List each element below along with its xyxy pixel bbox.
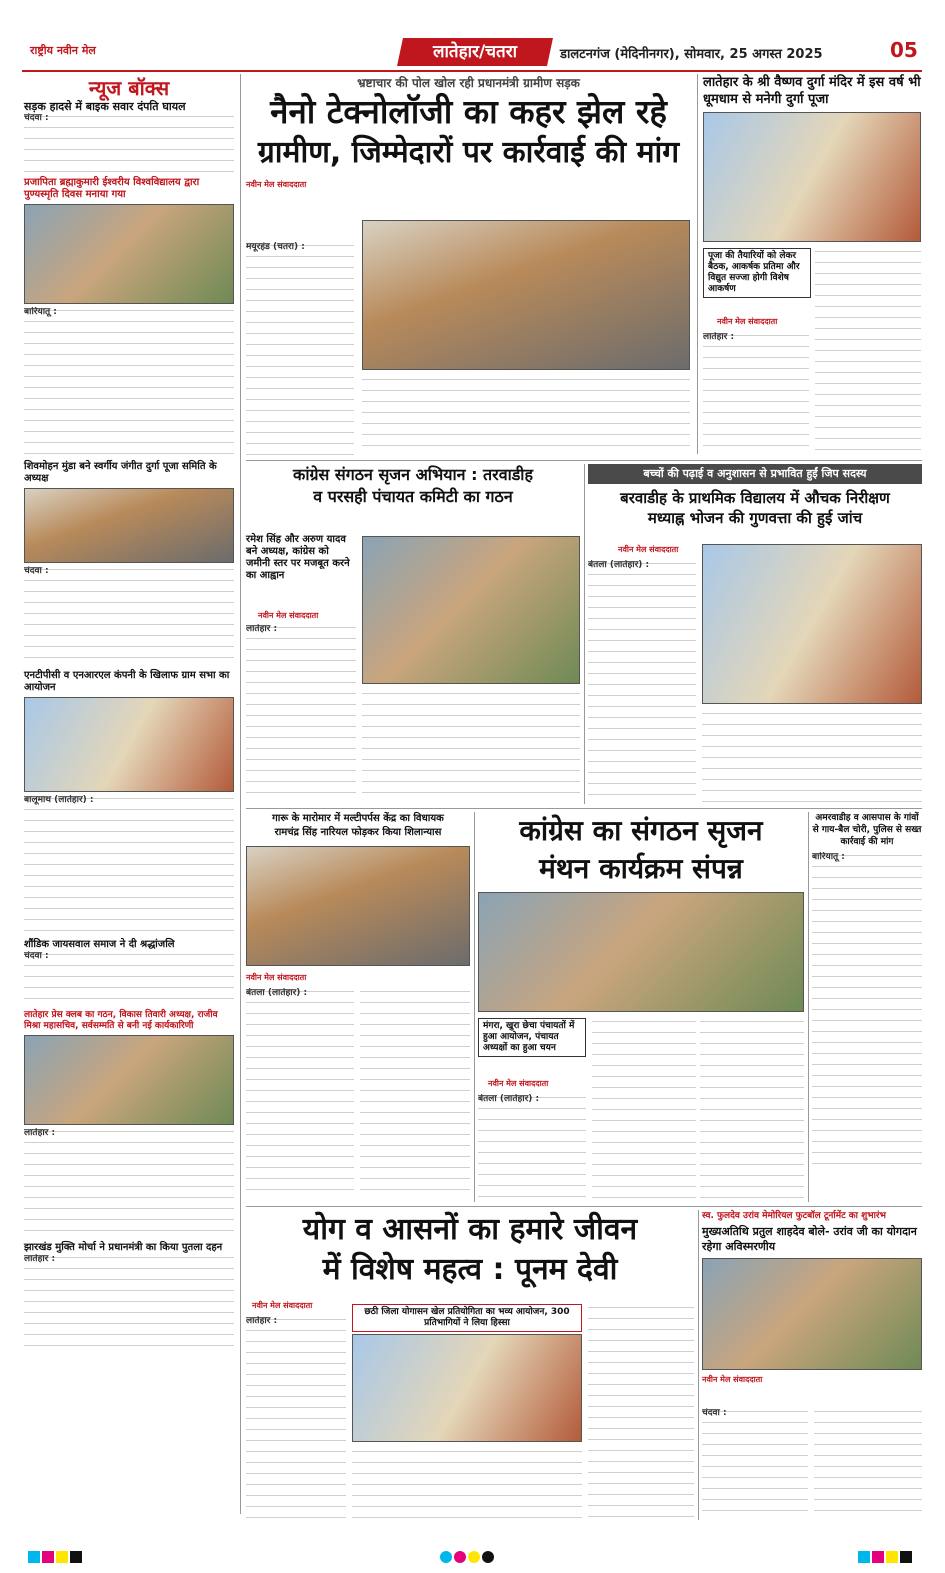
- school-body-col2: [702, 710, 922, 802]
- yoga-byline: नवीन मेल संवाददाता: [252, 1301, 313, 1310]
- football-body-col2: [814, 1408, 922, 1518]
- news-item-photo: [24, 488, 234, 563]
- yoga-body-col3: [588, 1304, 694, 1518]
- durga-meeting-photo: [703, 112, 921, 242]
- lead-byline: नवीन मेल संवाददाता: [246, 180, 307, 189]
- column-divider: [474, 812, 475, 1202]
- news-item-headline: झारखंड मुक्ति मोर्चा ने प्रधानमंत्री का किया पुतला दहन: [24, 1242, 223, 1253]
- column-divider: [808, 812, 809, 1202]
- color-registration-marks-center: [440, 1548, 496, 1567]
- yoga-body-col1: लातेहार :: [246, 1316, 346, 1518]
- manthan-body-col1: बेतला (लातेहार) :: [478, 1094, 586, 1200]
- lead-body-col2: [362, 376, 690, 456]
- news-item-photo: [24, 204, 234, 304]
- section-divider: [246, 1206, 922, 1207]
- section-divider: [246, 460, 922, 461]
- congress-byline: नवीन मेल संवाददाता: [258, 611, 319, 620]
- garu-byline: नवीन मेल संवाददाता: [246, 973, 307, 982]
- newspaper-brand: राष्ट्रीय नवीन मेल: [30, 44, 96, 57]
- column-divider: [584, 464, 585, 804]
- garu-headline-line1: गारू के मारोमार में मल्टीपर्पस केंद्र का विधायक: [272, 813, 444, 824]
- news-item-body: लातेहार :: [24, 1128, 234, 1238]
- manthan-body-col3: [700, 1018, 804, 1200]
- yoga-body-col2: [352, 1448, 582, 1518]
- yoga-headline-line1: योग व आसनों का हमारे जीवन: [302, 1212, 638, 1247]
- garu-body-col1: बेतला (लातेहार) :: [246, 988, 354, 1200]
- section-tab: लातेहार/चतरा: [397, 38, 553, 66]
- manthan-byline: नवीन मेल संवाददाता: [488, 1079, 549, 1088]
- column-divider: [698, 1210, 699, 1520]
- manthan-caption: मंगरा, खुरा छेचा पंचायतों में हुआ आयोजन, पंचायत अध्यक्षों का हुआ चयन: [478, 1018, 586, 1057]
- news-item-body: चंदवा :: [24, 113, 234, 173]
- theft-story: [812, 812, 922, 1202]
- congress-story: [246, 464, 580, 804]
- manthan-body-col2: [592, 1018, 696, 1200]
- manthan-headline-line2: मंथन कार्यक्रम संपन्न: [539, 852, 743, 885]
- garu-story: [246, 812, 470, 1202]
- news-item-body: बारियातू :: [24, 307, 234, 457]
- school-kicker: बच्चों की पढ़ाई व अनुशासन से प्रभावित हुईं जिप सदस्य: [588, 464, 922, 484]
- theft-body: बारियातू :: [812, 852, 922, 1172]
- football-story: [702, 1210, 922, 1520]
- yoga-headline-line2: में विशेष महत्व : पूनम देवी: [322, 1252, 618, 1287]
- football-body-col1: चंदवा :: [702, 1408, 808, 1518]
- school-headline-line2: मध्याह्न भोजन की गुणवत्ता की हुई जांच: [647, 509, 863, 527]
- durga-body-col1: लातेहार :: [703, 332, 809, 456]
- news-item-headline: लातेहार प्रेस क्लब का गठन, विकास तिवारी अध्यक्ष, राजीव मिश्रा महासचिव, सर्वसम्मति से बनी नई कार्यकारिणी: [24, 1010, 218, 1031]
- school-classroom-photo: [702, 544, 922, 704]
- section-divider: [246, 808, 922, 809]
- yoga-participants-photo: [352, 1334, 582, 1442]
- yoga-caption: छठी जिला योगासन खेल प्रतियोगिता का भव्य आयोजन, 300 प्रतिभागियों ने लिया हिस्सा: [352, 1304, 582, 1332]
- manthan-headline-line1: कांग्रेस का संगठन सृजन: [519, 814, 763, 847]
- color-registration-marks-left: [28, 1548, 84, 1567]
- news-item-body: बालूमाथ (लातेहार) :: [24, 795, 234, 935]
- news-item-headline: शिवमोहन मुंडा बने स्वर्गीय जंगीत दुर्गा पूजा समिति के अध्यक्ष: [24, 461, 217, 484]
- congress-caption: रमेश सिंह और अरुण यादव बने अध्यक्ष, कांग्रेस को जमीनी स्तर पर मजबूत करने का आह्वान: [246, 534, 350, 581]
- news-item-headline: एनटीपीसी व एनआरएल कंपनी के खिलाफ ग्राम सभा का आयोजन: [24, 670, 230, 693]
- lead-headline-line2: ग्रामीण, जिम्मेदारों पर कार्रवाई की मांग: [257, 135, 680, 170]
- column-divider: [697, 74, 698, 454]
- page-number: 05: [890, 38, 918, 62]
- durga-body-col2: [815, 248, 921, 456]
- durga-headline: लातेहार के श्री वैष्णव दुर्गा मंदिर में इस वर्ष भी धूमधाम से मनेगी दुर्गा पूजा: [703, 75, 921, 107]
- garu-body-col2: [360, 988, 470, 1200]
- news-item-photo: [24, 697, 234, 792]
- dateline: डालटनगंज (मेदिनीनगर), सोमवार, 25 अगस्त 2025: [560, 47, 823, 62]
- durga-puja-story: [703, 74, 921, 458]
- yoga-story: [246, 1210, 694, 1520]
- news-box-title: न्यूज बॉक्स: [88, 76, 170, 100]
- lead-body-col1: मयूरहंड (चतरा) :: [246, 242, 354, 456]
- lead-story: [246, 74, 691, 458]
- congress-body-col2: [362, 690, 580, 802]
- congress-body-col1: लातेहार :: [246, 624, 356, 802]
- news-item-photo: [24, 1035, 234, 1125]
- school-headline-line1: बरवाडीह के प्राथमिक विद्यालय में औचक निरीक्षण: [620, 489, 890, 507]
- masthead-rule: [22, 70, 922, 72]
- news-item-body: चंदवा :: [24, 566, 234, 666]
- color-registration-marks-right: [858, 1548, 914, 1567]
- column-divider: [240, 74, 241, 1514]
- manthan-story: [478, 812, 804, 1202]
- news-box-column: [24, 74, 234, 1514]
- news-item-headline: प्रजापिता ब्रह्माकुमारी ईश्वरीय विश्वविद्यालय द्वारा पुण्यस्मृति दिवस मनाया गया: [24, 177, 200, 200]
- lead-kicker: भ्रष्टाचार की पोल खोल रही प्रधानमंत्री ग्रामीण सड़क: [357, 76, 580, 90]
- congress-headline-line2: व परसही पंचायत कमिटी का गठन: [313, 487, 513, 506]
- garu-foundation-photo: [246, 846, 470, 966]
- congress-headline-line1: कांग्रेस संगठन सृजन अभियान : तरवाडीह: [293, 465, 533, 484]
- news-item-headline: सड़क हादसे में बाइक सवार दंपति घायल: [24, 100, 186, 113]
- news-item-headline: शौंडिक जायसवाल समाज ने दी श्रद्धांजलि: [24, 939, 175, 950]
- school-story: [588, 464, 922, 804]
- durga-caption: पूजा की तैयारियों को लेकर बैठक, आकर्षक प्रतिमा और विद्युत सज्जा होगी विशेष आकर्षण: [703, 248, 811, 298]
- congress-group-photo: [362, 536, 580, 684]
- school-body-col1: बेतला (लातेहार) :: [588, 560, 696, 802]
- lead-headline-line1: नैनो टेक्नोलॉजी का कहर झेल रहे: [270, 92, 667, 131]
- garu-headline-line2: रामचंद्र सिंह नारियल फोड़कर किया शिलान्यास: [274, 827, 442, 838]
- news-item-body: लातेहार :: [24, 1254, 234, 1349]
- lead-road-photo: [362, 220, 690, 370]
- school-byline: नवीन मेल संवाददाता: [618, 545, 679, 554]
- football-headline: मुख्यअतिथि प्रतुल शाहदेव बोले- उरांव जी का योगदान रहेगा अविस्मरणीय: [702, 1225, 917, 1253]
- football-byline: नवीन मेल संवाददाता: [702, 1375, 763, 1384]
- manthan-rally-photo: [478, 892, 804, 1012]
- football-team-photo: [702, 1258, 922, 1370]
- news-item-body: चंदवा :: [24, 951, 234, 1006]
- durga-byline: नवीन मेल संवाददाता: [717, 317, 778, 326]
- football-kicker: स्व. फुलदेव उरांव मेमोरियल फुटबॉल टूर्नामेंट का शुभारंभ: [702, 1211, 886, 1221]
- theft-headline: अमरवाडीह व आसपास के गांवों से गाय-बैल चोरी, पुलिस से सख्त कार्रवाई की मांग: [812, 813, 922, 847]
